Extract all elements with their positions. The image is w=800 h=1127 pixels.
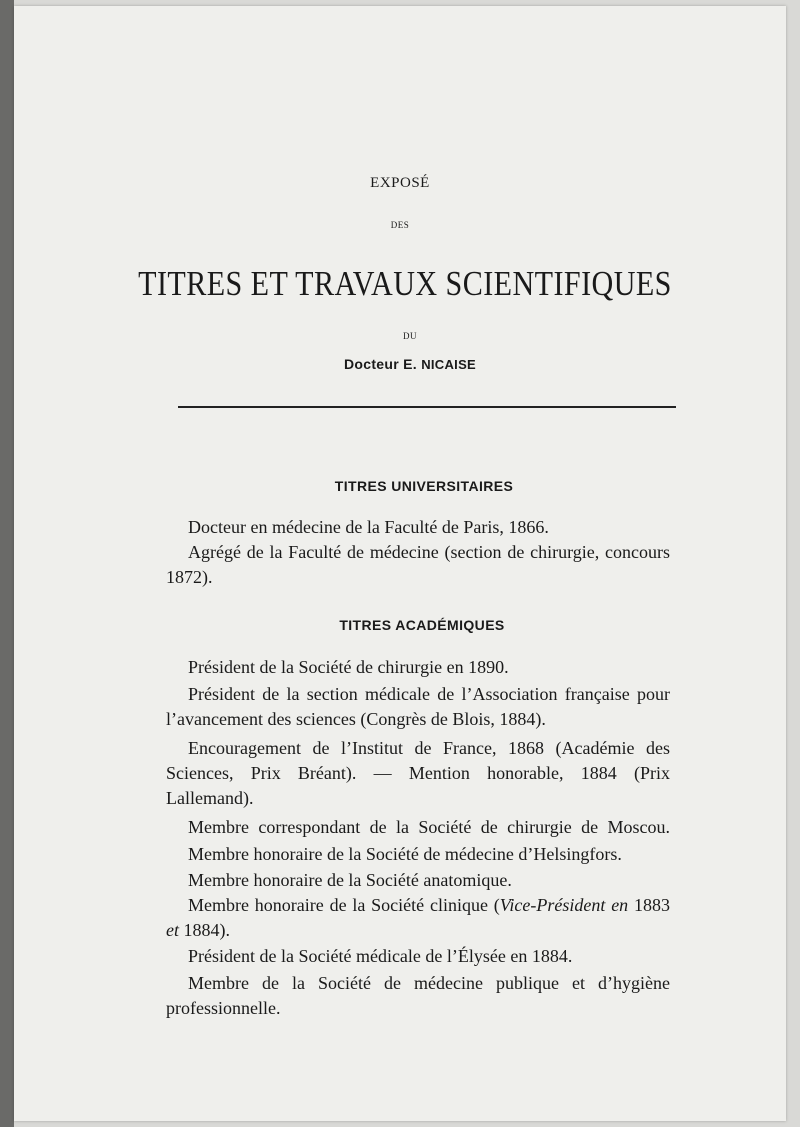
title-wrapper <box>0 264 800 308</box>
para-anatomique: Membre honoraire de la Société anatomique. <box>188 870 512 890</box>
para-association-francaise: Président de la section médicale de l’Association française pour l’avancement des sciences (Congrès de Blois, 1884). <box>166 684 670 729</box>
clinique-text-a: Membre honoraire de la Société clinique ( <box>188 895 500 915</box>
para-docteur: Docteur en médecine de la Faculté de Paris, 1866. <box>188 517 549 537</box>
para-institut-france: Encouragement de l’Institut de France, 1868 (Académie des Sciences, Prix Bréant). — Mention honorable, 1884 (Prix Lallemand). <box>166 738 670 808</box>
du-label: DU <box>403 331 417 341</box>
expose-label: EXPOSÉ <box>370 175 430 191</box>
clinique-text-b: 1883 <box>628 895 670 915</box>
para-elysee: Président de la Société médicale de l’Élysée en 1884. <box>188 946 573 966</box>
des-label: DES <box>390 220 410 230</box>
heading-titres-academiques: TITRES ACADÉMIQUES <box>339 617 505 633</box>
book-binding-edge <box>0 0 14 1127</box>
para-president-chirurgie: Président de la Société de chirurgie en 1890. <box>188 657 509 677</box>
heading-titres-universitaires: TITRES UNIVERSITAIRES <box>334 478 514 494</box>
para-agrege: Agrégé de la Faculté de médecine (section de chirurgie, concours 1872). <box>166 542 670 587</box>
author-prefix: Docteur E. <box>343 356 417 372</box>
author-name: NICAISE <box>421 357 477 372</box>
title-divider <box>178 406 676 408</box>
para-helsingfors: Membre honoraire de la Société de médecine d’Helsingfors. <box>188 844 622 864</box>
clinique-italic-vice: Vice-Président en <box>499 895 629 915</box>
para-medecine-publique: Membre de la Société de médecine publique et d’hygiène professionnelle. <box>166 973 670 1018</box>
page-title: TITRES ET TRAVAUX SCIENTIFIQUES <box>138 264 672 303</box>
author-line <box>10 356 800 372</box>
clinique-text-c: 1884). <box>179 920 230 940</box>
clinique-italic-et: et <box>166 920 179 940</box>
para-societe-clinique <box>166 893 670 943</box>
para-moscou: Membre correspondant de la Société de chirurgie de Moscou. <box>188 817 670 837</box>
